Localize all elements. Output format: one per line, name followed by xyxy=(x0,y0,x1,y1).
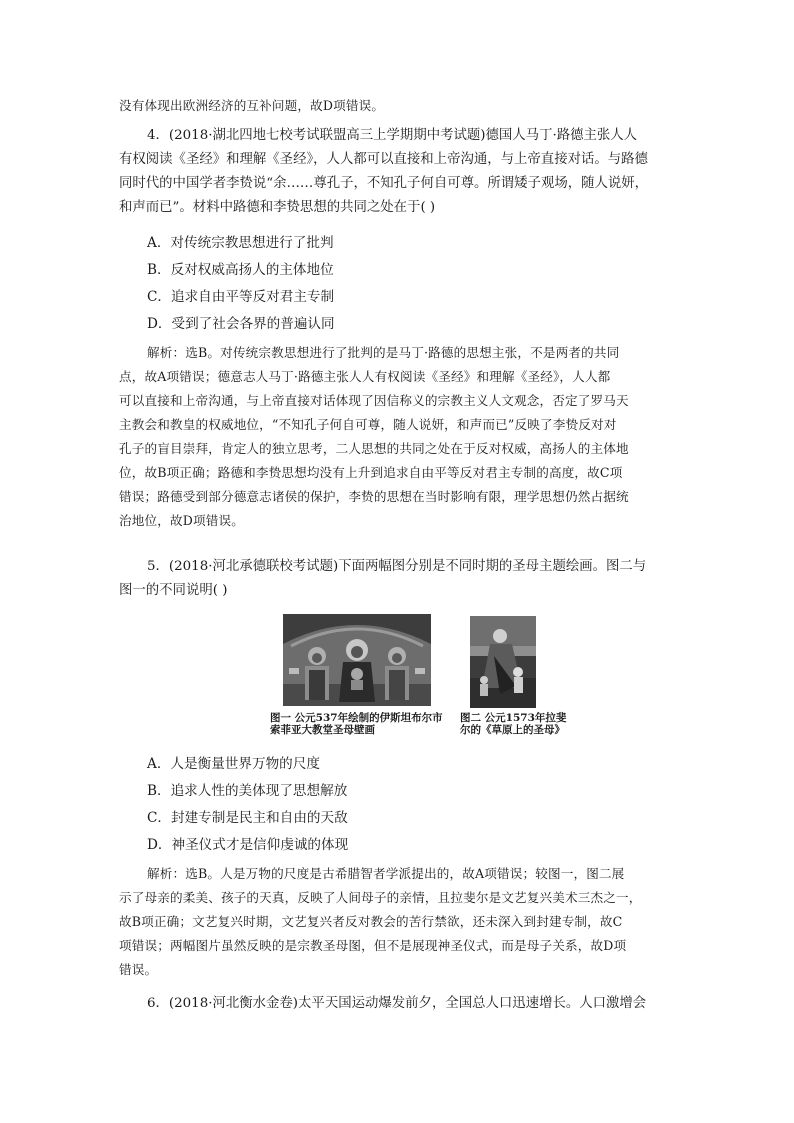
question-stem-line: 6．(2018·河北衡水金卷)太平天国运动爆发前夕，全国总人口迅速增长。人口激增会 xyxy=(147,996,647,1011)
question-stem-line: 同时代的中国学者李贽说“余……尊孔子，不知孔子何自可尊。所谓矮子观场，随人说妍， xyxy=(119,176,649,191)
figure-group xyxy=(265,614,605,744)
figure-2-caption: 图二 公元1573年拉斐 尔的《草原上的圣母》 xyxy=(460,712,567,736)
analysis-line: 主教会和教皇的权威地位，“不知孔子何自可尊，随人说妍，和声而已”反映了李贽反对对 xyxy=(119,417,617,432)
q5-option-b: B．追求人性的美体现了思想解放 xyxy=(147,783,348,799)
q4-option-b: B．反对权威高扬人的主体地位 xyxy=(147,262,334,278)
question-4 xyxy=(119,124,679,220)
analysis-line: 位，故B项正确；路德和李贽思想均没有上升到追求自由平等反对君主专制的高度，故C项 xyxy=(119,465,623,480)
analysis-line: 点，故A项错误；德意志人马丁·路德主张人人有权阅读《圣经》和理解《圣经》，人人都 xyxy=(119,369,611,384)
question-stem-line: 图一的不同说明( ) xyxy=(119,583,228,598)
figure-1-caption: 图一 公元537年绘制的伊斯坦布尔市 索菲亚大教堂圣母壁画 xyxy=(270,712,443,736)
figure-1-image xyxy=(283,614,431,706)
analysis-line: 可以直接和上帝沟通，与上帝直接对话体现了因信称义的宗教主义人文观念，否定了罗马天 xyxy=(119,393,629,408)
analysis-line: 项错误；两幅图片虽然反映的是宗教圣母图，但不是展现神圣仪式，而是母子关系，故D项 xyxy=(119,938,627,953)
q5-option-a: A．人是衡量世界万物的尺度 xyxy=(147,756,320,772)
q4-option-c: C．追求自由平等反对君主专制 xyxy=(147,289,335,305)
question-6 xyxy=(119,992,679,1016)
question-stem-line: 有权阅读《圣经》和理解《圣经》，人人都可以直接和上帝沟通，与上帝直接对话。与路德 xyxy=(119,152,648,167)
q5-option-c: C．封建专制是民主和自由的天敌 xyxy=(147,810,348,826)
q4-option-d: D．受到了社会各界的普遍认同 xyxy=(147,316,335,332)
q3-analysis-tail xyxy=(119,94,679,118)
analysis-line: 故B项正确；文艺复兴时期，文艺复兴者反对教会的苦行禁欲，还未深入到封建专制，故C xyxy=(119,914,623,929)
q5-option-d: D．神圣仪式才是信仰虔诚的体现 xyxy=(147,837,349,853)
analysis-line: 错误；路德受到部分德意志诸侯的保护，李贽的思想在当时影响有限，理学思想仍然占据统 xyxy=(119,489,629,504)
analysis-line: 示了母亲的柔美、孩子的天真，反映了人间母子的亲情，且拉斐尔是文艺复兴美术三杰之一， xyxy=(119,890,642,905)
analysis-line: 没有体现出欧洲经济的互补问题，故D项错误。 xyxy=(119,98,385,113)
question-stem-line: 4．(2018·湖北四地七校考试联盟高三上学期期中考试题)德国人马丁·路德主张人人 xyxy=(147,128,638,143)
analysis-line: 错误。 xyxy=(119,962,158,977)
figure-2-image xyxy=(470,616,536,708)
analysis-line: 解析：选B。人是万物的尺度是古希腊智者学派提出的，故A项错误；较图一，图二展 xyxy=(147,866,625,881)
q5-analysis xyxy=(119,862,679,982)
analysis-line: 解析：选B。对传统宗教思想进行了批判的是马丁·路德的思想主张，不是两者的共同 xyxy=(147,345,620,360)
question-stem-line: 5．(2018·河北承德联校考试题)下面两幅图分别是不同时期的圣母主题绘画。图二与 xyxy=(147,559,647,574)
analysis-line: 治地位，故D项错误。 xyxy=(119,513,244,528)
analysis-line: 孔子的盲目崇拜，肯定人的独立思考，二人思想的共同之处在于反对权威，高扬人的主体地 xyxy=(119,441,629,456)
question-5 xyxy=(119,555,679,603)
q4-analysis xyxy=(119,341,679,533)
question-stem-line: 和声而已”。材料中路德和李贽思想的共同之处在于( ) xyxy=(119,200,436,215)
q4-option-a: A．对传统宗教思想进行了批判 xyxy=(147,235,334,251)
